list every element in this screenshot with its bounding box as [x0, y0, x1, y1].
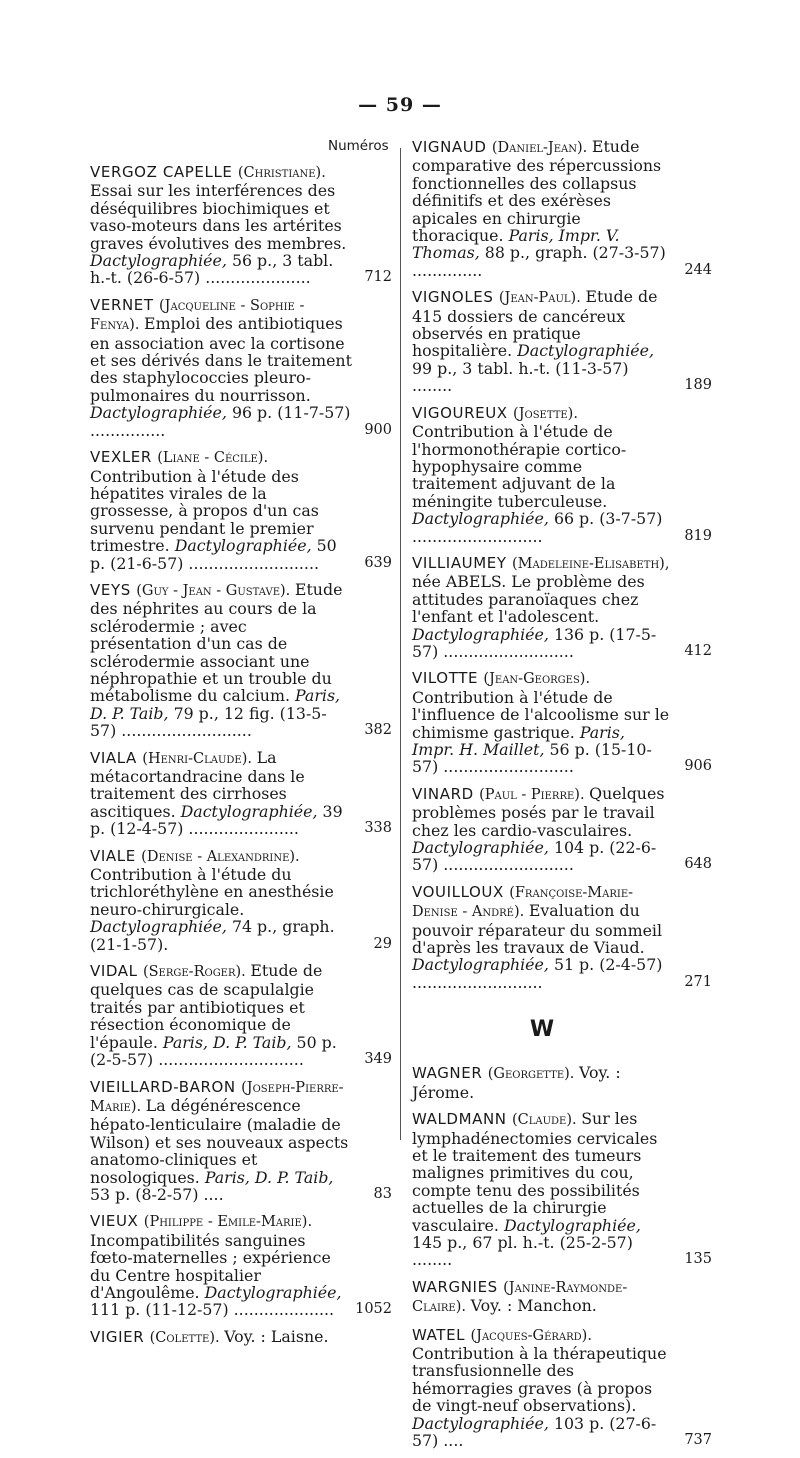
- pagination-date: 74 p., graph. (21-1-57).: [90, 917, 335, 954]
- page-number: — 59 —: [358, 94, 442, 116]
- publication-info: Paris, Impr. V. Thomas,: [412, 226, 620, 263]
- publication-info: Dactylographiée,: [412, 955, 554, 975]
- publication-info: Dactylographiée,: [503, 1215, 641, 1235]
- bibliography-entry-vinard: [412, 785, 712, 874]
- author-surname: WAGNER: [412, 1064, 488, 1083]
- bibliography-entry-viala: [90, 749, 392, 838]
- publication-info: Paris, D. P. Taib,: [204, 1167, 334, 1187]
- bibliography-entry-vouilloux: [412, 883, 712, 991]
- thesis-title: Voy. : Manchon.: [470, 1296, 597, 1316]
- pagination-date: 50 p. (21-6-57) ..........................: [90, 536, 337, 573]
- thesis-title: Quelques problèmes posés par le travail chez les cardio-vasculaires.: [412, 783, 665, 840]
- author-surname: VILLIAUMEY: [412, 553, 513, 572]
- thesis-title: Voy. : Jérome.: [412, 1063, 621, 1102]
- pagination-date: 66 p. (3-7-57) ..........................: [412, 509, 663, 546]
- author-given-names: (Joseph-Pierre-Marie).: [90, 1079, 344, 1115]
- bibliography-entry-vignaud: [412, 138, 712, 279]
- bibliography-entry-vernet: [90, 296, 392, 439]
- publication-info: Dactylographiée,: [412, 624, 554, 644]
- thesis-number: 244: [684, 261, 712, 278]
- thesis-title: Contribution à l'étude de l'hormonothérapie cortico-hypophysaire comme traitement adjuvant de la méningite tuberculeuse.: [412, 422, 627, 511]
- section-letter-w: W: [529, 1017, 555, 1043]
- author-surname: VIALE: [90, 846, 142, 865]
- thesis-number: 906: [684, 758, 712, 775]
- author-given-names: (Serge-Roger).: [142, 964, 251, 981]
- thesis-title: Contribution à l'étude de l'influence de l'alcoolisme sur le chimisme gastrique.: [412, 687, 670, 742]
- pagination-date: 79 p., 12 fig. (13-5-57) ..........................: [90, 703, 327, 741]
- bibliography-entry-waldmann: [412, 1110, 712, 1269]
- publication-info: Dactylographiée,: [180, 801, 323, 821]
- author-given-names: (Jacqueline - Sophie - Fenya).: [90, 297, 305, 334]
- author-surname: WARGNIES: [412, 1277, 504, 1296]
- author-given-names: (Madeleine-Elisabeth),: [512, 555, 670, 572]
- author-surname: VEYS: [90, 580, 137, 599]
- thesis-title: Essai sur les interférences des déséquilibres biochimiques et vaso-moteurs dans les artérites graves évolutives des membres.: [90, 181, 347, 253]
- thesis-number: 271: [684, 973, 712, 990]
- author-given-names: (Paul - Pierre).: [479, 786, 590, 803]
- bibliography-entry-viale: [90, 847, 392, 953]
- bibliography-entry-villiaumey: [412, 554, 712, 660]
- pagination-date: 96 p. (11-7-57) ...............: [90, 403, 351, 440]
- author-given-names: (Philippe - Emile-Marie).: [143, 1214, 313, 1231]
- thesis-title: Incompatibilités sanguines fœto-maternelles ; expérience du Centre hospitalier d'Angoulême.: [90, 1230, 331, 1302]
- thesis-title: Emploi des antibiotiques en association avec la cortisone et ses dérivés dans le traitement des staphylococcies pleuro-pulmonaires du nourrisson.: [90, 314, 352, 405]
- pagination-date: 99 p., 3 tabl. h.-t. (11-3-57) ........: [412, 358, 629, 396]
- pagination-date: 136 p. (17-5-57) ..........................: [412, 624, 657, 661]
- thesis-number: 819: [684, 527, 712, 544]
- bibliography-entry-veys: [90, 581, 392, 740]
- author-surname: VIGNOLES: [412, 288, 499, 307]
- bibliography-entry-vexler: [90, 448, 392, 572]
- publication-info: Dactylographiée,: [174, 536, 317, 556]
- thesis-number: 737: [684, 1432, 712, 1448]
- publication-info: Dactylographiée,: [517, 341, 655, 361]
- bibliography-entry-wagner: [412, 1064, 712, 1101]
- thesis-title: Contribution à l'étude du trichloréthylène en anesthésie neuro-chirurgicale.: [90, 865, 334, 919]
- publication-info: Dactylographiée,: [412, 1413, 554, 1433]
- publication-info: Dactylographiée,: [412, 838, 554, 858]
- pagination-date: 53 p. (8-2-57) ....: [90, 1184, 224, 1204]
- author-given-names: (Janine-Raymonde-Claire).: [412, 1279, 628, 1316]
- thesis-number: 712: [364, 269, 392, 286]
- pagination-date: 51 p. (2-4-57) ..........................: [412, 955, 663, 992]
- author-given-names: (Liane - Cécile).: [157, 450, 269, 467]
- bibliography-entry-vergoz-capelle: [90, 163, 392, 287]
- right-column: [412, 138, 712, 1458]
- author-surname: VIEUX: [90, 1212, 144, 1231]
- thesis-title: Etude des néphrites au cours de la sclérodermie ; avec présentation d'un cas de sclérodermie associant une néphropathie et un trouble du métabolisme du calcium.: [90, 579, 343, 706]
- thesis-number: 135: [684, 1251, 712, 1268]
- pagination-date: 104 p. (22-6-57) ..........................: [412, 838, 657, 875]
- left-column: [90, 138, 392, 1356]
- pagination-date: 103 p. (27-6-57) ....: [412, 1413, 657, 1450]
- author-surname: VINARD: [412, 784, 480, 803]
- thesis-number: 900: [364, 421, 392, 438]
- author-surname: VERNET: [90, 295, 159, 314]
- author-surname: VILOTTE: [412, 669, 484, 688]
- author-surname: WATEL: [412, 1325, 471, 1344]
- pagination-date: 111 p. (11-12-57) ....................: [90, 1300, 335, 1320]
- thesis-number: 29: [373, 935, 392, 952]
- thesis-title: Voy. : Laisne.: [224, 1326, 329, 1346]
- publication-info: Dactylographiée,: [90, 403, 232, 423]
- thesis-number: 83: [373, 1185, 392, 1202]
- thesis-number: 189: [684, 377, 712, 394]
- column-header-numeros: Numéros: [328, 138, 389, 154]
- publication-info: Dactylographiée,: [412, 509, 554, 529]
- author-given-names: (Jacques-Gérard).: [470, 1327, 592, 1344]
- publication-info: Paris, Impr. H. Maillet,: [412, 722, 625, 759]
- author-given-names: (Guy - Jean - Gustave).: [136, 582, 295, 599]
- pagination-date: 39 p. (12-4-57) ......................: [90, 801, 343, 839]
- publication-info: Paris, D. P. Taib,: [90, 686, 341, 723]
- author-given-names: (Jean-Georges).: [483, 671, 591, 688]
- thesis-number: 639: [364, 554, 392, 571]
- publication-info: Dactylographiée,: [90, 251, 232, 271]
- author-given-names: (Daniel-Jean).: [491, 140, 592, 156]
- author-surname: VIALA: [90, 748, 143, 767]
- thesis-title: Evaluation du pouvoir réparateur du sommeil d'après les travaux de Viaud.: [412, 901, 663, 958]
- thesis-title: Contribution à la thérapeutique transfusionnelle des hémorragies graves (à propos de vingt-neuf observations).: [412, 1343, 667, 1416]
- thesis-number: 349: [364, 1051, 392, 1068]
- bibliography-entry-vieux: [90, 1212, 392, 1318]
- author-surname: VOUILLOUX: [412, 882, 510, 901]
- author-given-names: (Jean-Paul).: [498, 290, 586, 307]
- column-divider: [400, 148, 401, 1140]
- pagination-date: 145 p., 67 pl. h.-t. (25-2-57) ........: [412, 1232, 633, 1270]
- publication-info: Dactylographiée,: [204, 1282, 342, 1302]
- author-given-names: (Colette).: [149, 1329, 225, 1346]
- thesis-title: née ABELS. Le problème des attitudes paranoïaques chez l'enfant et l'adolescent.: [412, 572, 645, 627]
- author-given-names: (Christiane).: [237, 165, 326, 181]
- bibliography-entry-vignoles: [412, 288, 712, 394]
- author-surname: VIEILLARD-BARON: [90, 1077, 242, 1096]
- thesis-title: Etude comparative des répercussions fonctionnelles des collapsus définitifs et des exérèses apicales en chirurgie thoracique.: [412, 137, 662, 246]
- author-surname: VIGOUREUX: [412, 403, 514, 422]
- pagination-date: 88 p., graph. (27-3-57) ..............: [412, 243, 666, 280]
- pagination-date: 56 p., 3 tabl. h.-t. (26-6-57) .....................: [90, 251, 334, 288]
- thesis-title: La métacortandracine dans le traitement des cirrhoses ascitiques.: [90, 747, 305, 821]
- author-given-names: (Françoise-Marie-Denise - André).: [412, 884, 634, 921]
- bibliography-entry-vilotte: [412, 669, 712, 775]
- bibliography-entry-watel: [412, 1326, 712, 1450]
- author-surname: VIDAL: [90, 962, 143, 981]
- pagination-date: 50 p. (2-5-57) .............................: [90, 1032, 337, 1070]
- bibliography-entry-vidal: [90, 962, 392, 1068]
- thesis-title: La dégénérescence hépato-lenticulaire (maladie de Wilson) et ses nouveaux aspects anatomo-cliniques et nosologiques.: [90, 1095, 349, 1187]
- author-given-names: (Josette).: [513, 405, 578, 422]
- author-surname: VERGOZ CAPELLE: [90, 163, 238, 181]
- thesis-title: Contribution à l'étude des hépatites virales de la grossesse, à propos d'un cas survenu pendant le premier trimestre.: [90, 466, 319, 556]
- thesis-number: 1052: [355, 1301, 392, 1318]
- author-surname: VIGNAUD: [412, 138, 492, 156]
- author-surname: VIGIER: [90, 1327, 150, 1346]
- author-surname: WALDMANN: [412, 1110, 512, 1129]
- pagination-date: 56 p. (15-10-57) ..........................: [412, 740, 652, 777]
- bibliography-entry-wargnies: [412, 1278, 712, 1317]
- author-given-names: (Claude).: [512, 1112, 582, 1129]
- author-given-names: (Denise - Alexandrine).: [141, 848, 300, 865]
- author-surname: VEXLER: [90, 448, 158, 467]
- author-given-names: (Henri-Claude).: [142, 750, 257, 767]
- bibliography-entry-vieillard-baron: [90, 1078, 392, 1204]
- bibliography-entry-vigier: [90, 1328, 392, 1347]
- author-given-names: (Georgette).: [487, 1066, 579, 1083]
- thesis-title: Sur les lymphadénectomies cervicales et le traitement des tumeurs malignes primitives du cou, compte tenu des possibilités actuelles de la chirurgie vasculaire.: [412, 1109, 658, 1235]
- publication-info: Dactylographiée,: [90, 917, 232, 937]
- bibliography-entry-vigoureux: [412, 404, 712, 545]
- thesis-title: Etude de quelques cas de scapulalgie traités par antibiotiques et résection économique de l'épaule.: [90, 961, 323, 1052]
- thesis-number: 382: [364, 722, 392, 739]
- thesis-number: 412: [684, 642, 712, 659]
- thesis-number: 648: [684, 856, 712, 873]
- thesis-title: Etude de 415 dossiers de cancéreux observés en pratique hospitalière.: [412, 287, 658, 361]
- thesis-number: 338: [364, 820, 392, 837]
- publication-info: Paris, D. P. Taib,: [162, 1032, 297, 1052]
